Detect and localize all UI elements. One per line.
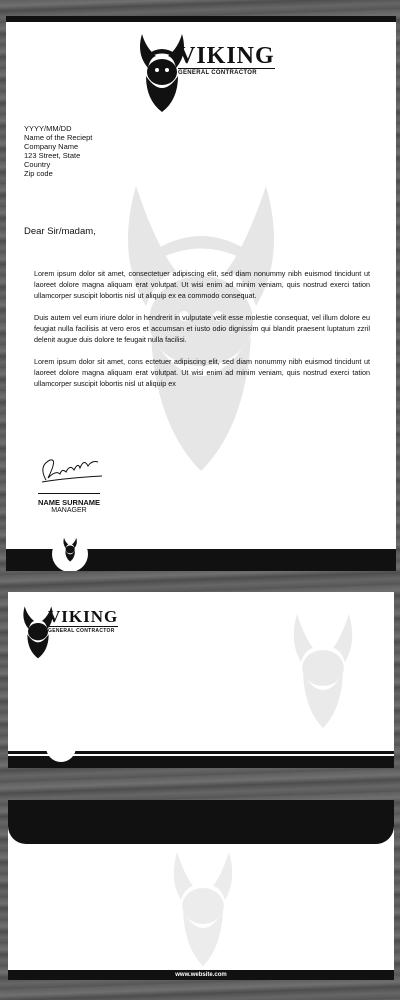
envelope-back [8,800,394,980]
signature-line [38,493,100,494]
paragraph: Duis autem vel eum iriure dolor in hendrerit in vulputate velit esse molestie consequat, vel illum dolore eu feugiat nulla facilisis at vero eros et accumsan et iusto odio dignissim qui blandit praesent luptatum zzril delenit augue duis dolore te feugait nulla facilisi. [34,313,370,344]
footer-seal [52,536,88,571]
signer-block [36,498,102,514]
signature-icon [36,448,106,488]
brand-tagline: GENERAL CONTRACTOR [178,68,275,76]
brand-wordmark [48,608,118,634]
viking-watermark-icon [168,848,238,968]
viking-watermark-icon [288,610,358,730]
envelope-seal [46,732,76,762]
website-footer: www.website.com [8,970,394,980]
brand-name: VIKING [48,607,119,626]
paragraph: Lorem ipsum dolor sit amet, consectetuer adipiscing elit, sed diam nonummy nibh euismod tincidunt ut laoreet dolore magna aliquam erat volutpat. Ut wisi enim ad minim veniam, quis nostrud exerci tation ullamcorper suscipit lobortis nisl ut aliquip ex ea commodo consequat. [34,269,370,300]
street-address: 123 Street, State [24,151,81,160]
signer-name: NAME SURNAME [37,498,101,507]
paragraph: Lorem ipsum dolor sit amet, cons ectetuer adipiscing elit, sed diam nonummy nibh euismod tincidunt ut laoreet dolore magna aliquam erat volutpat. Ut wisi enim ad minim veniam, quis nostrud exerci tation ullamcorper suscipit lobortis nisl ut aliquip ex [34,357,370,388]
brand-name: VIKING [178,43,275,69]
letterhead-sheet [6,16,396,571]
letter-date: YYYY/MM/DD [24,124,72,133]
viking-logo-icon [52,536,88,571]
country: Country [24,160,51,169]
letter-body [34,268,370,400]
letter-top-bar [6,16,396,22]
brand-tagline: GENERAL CONTRACTOR [48,626,118,634]
signer-title: MANAGER [51,507,87,514]
zip-code: Zip code [24,169,53,178]
envelope-flap [8,800,394,844]
greeting: Dear Sir/madam, [24,226,96,237]
company-name: Company Name [24,142,79,151]
envelope-front [8,592,394,768]
recipient-address [24,124,92,178]
brand-wordmark [178,44,275,76]
recipient-name: Name of the Reciept [24,133,93,142]
